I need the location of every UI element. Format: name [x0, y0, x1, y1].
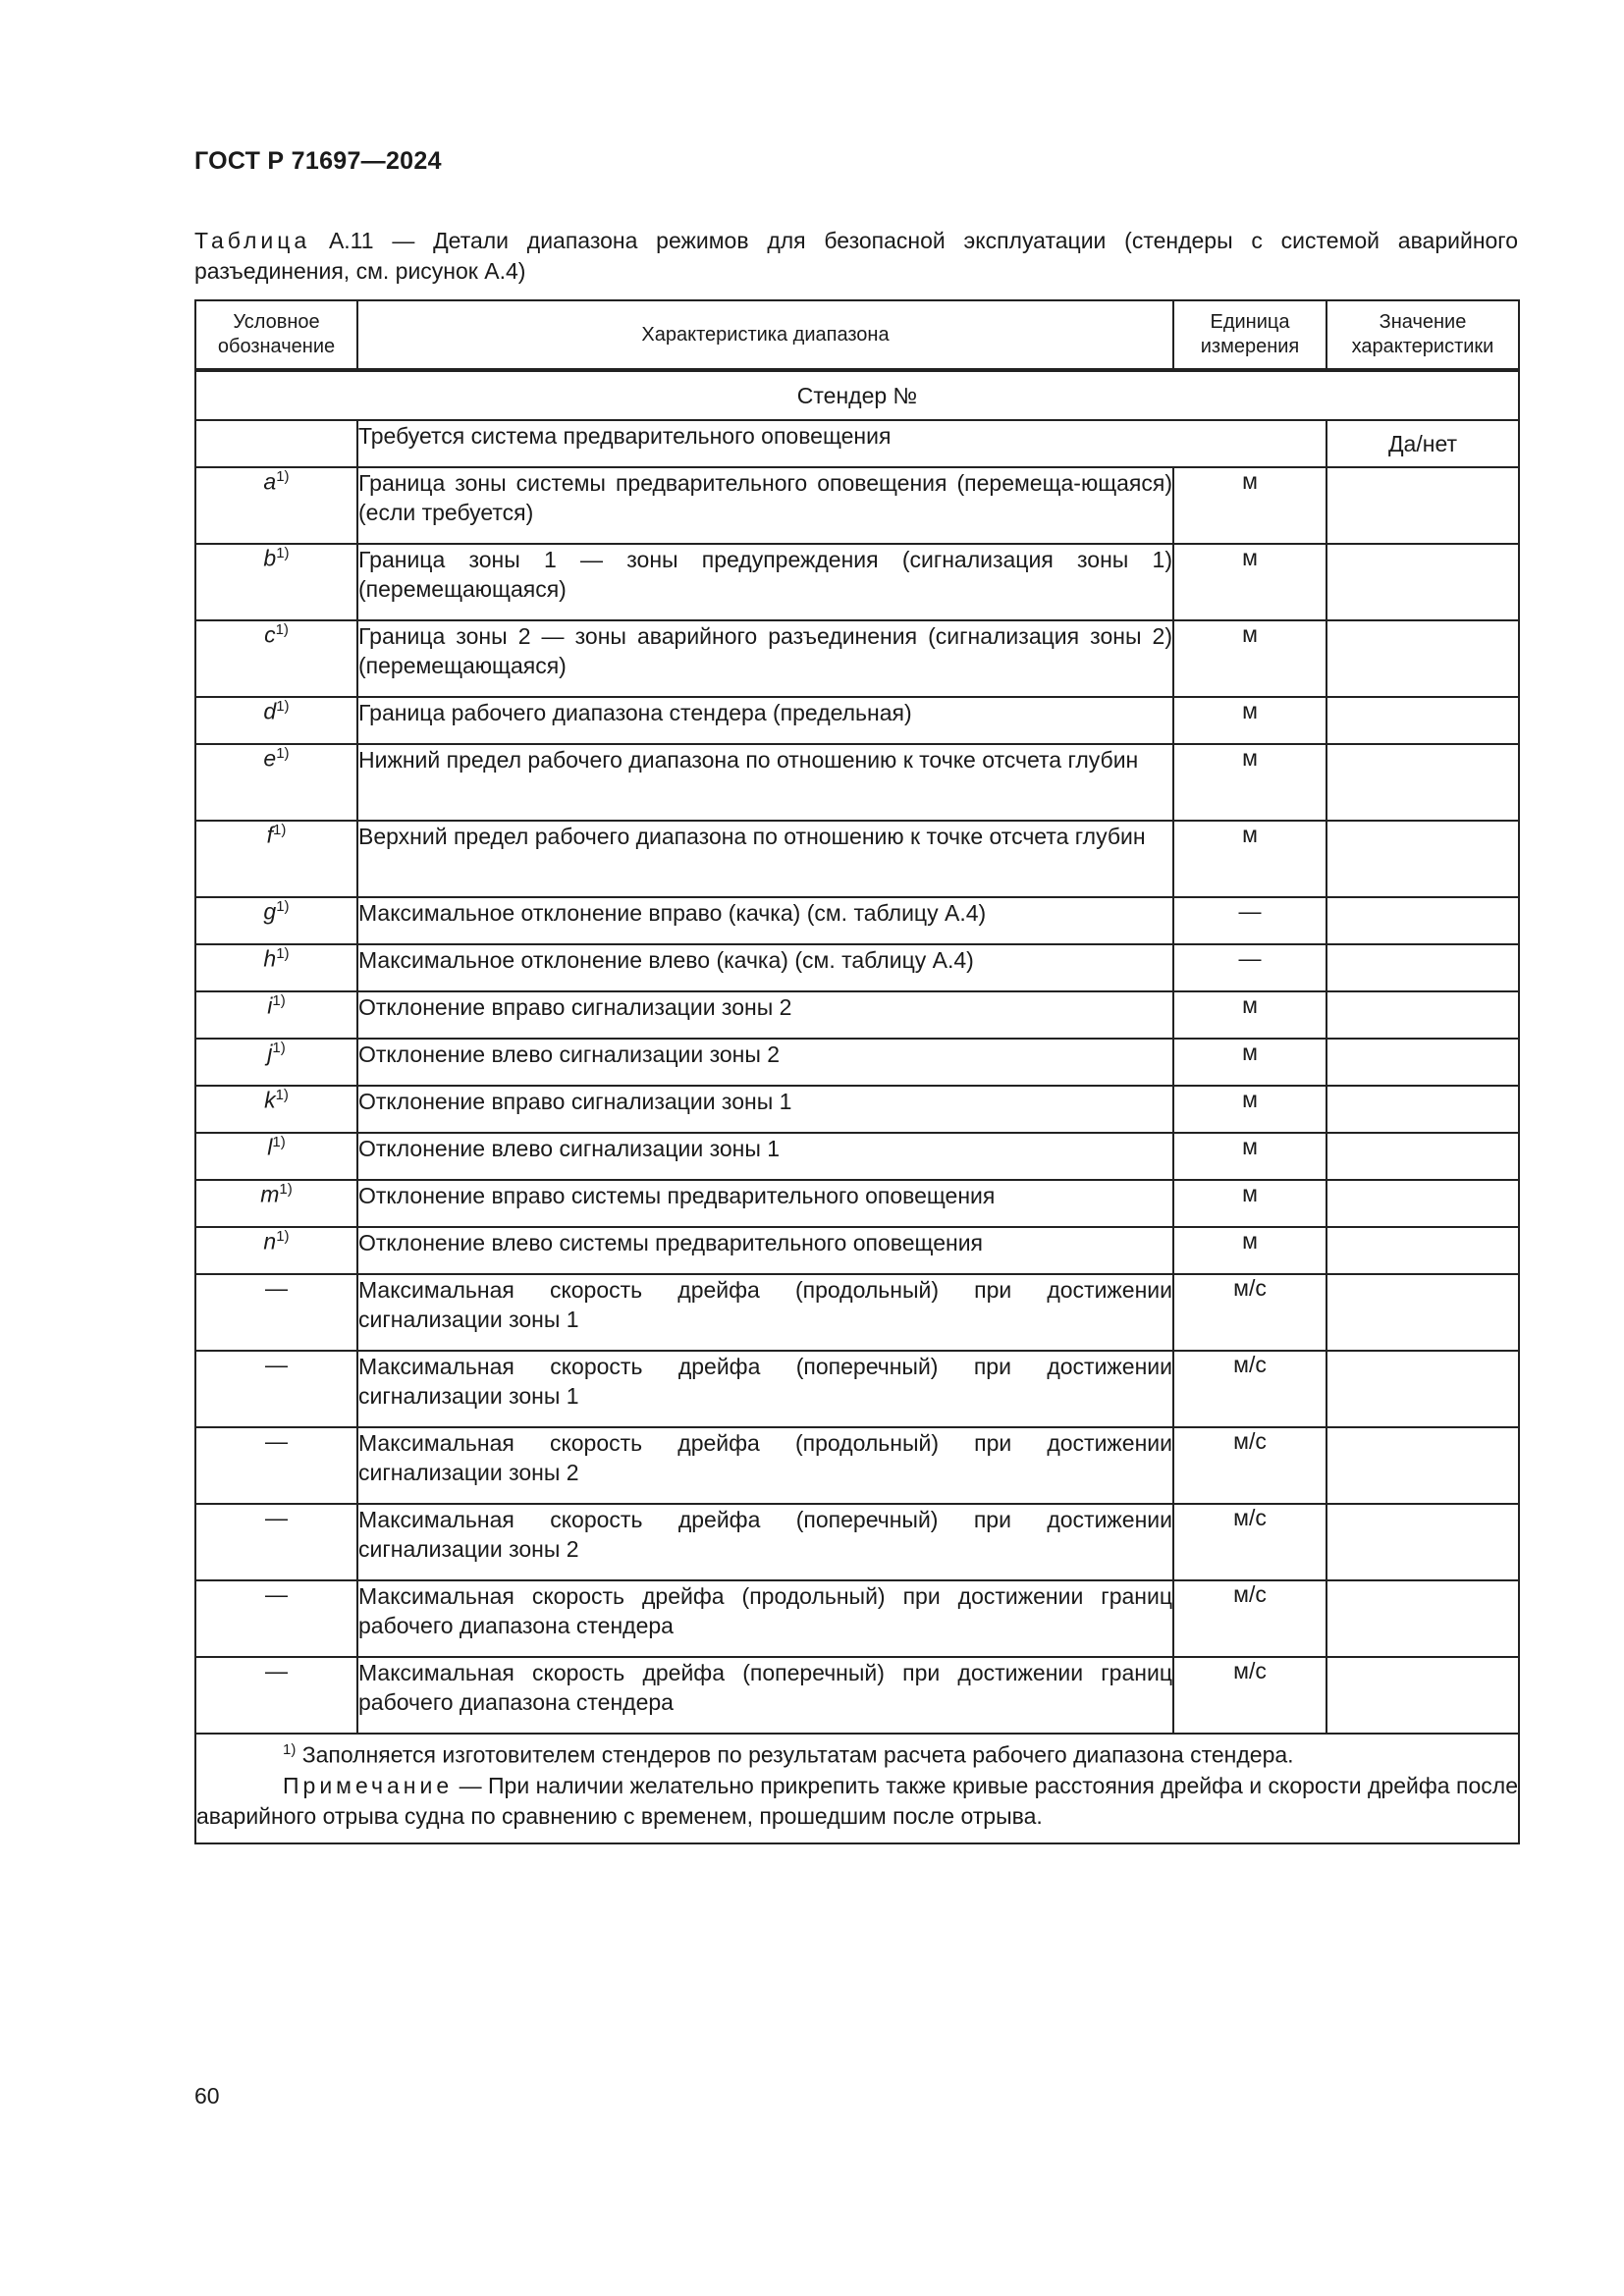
table-row: [195, 1351, 1519, 1427]
row-characteristic: Отклонение вправо системы предварительного оповещения: [357, 1180, 1173, 1227]
symbol-letter: g: [263, 898, 277, 925]
table-row: [195, 1580, 1519, 1657]
row-unit: м: [1173, 467, 1326, 544]
table-row: [195, 1274, 1519, 1351]
table-row: [195, 1039, 1519, 1086]
caption-label: Таблица: [194, 228, 311, 253]
table-row: [195, 697, 1519, 744]
warning-system-symbol: [195, 420, 357, 467]
row-symbol: —: [195, 1427, 357, 1504]
table-row: [195, 1227, 1519, 1274]
section-title: Стендер №: [195, 370, 1519, 420]
row-characteristic: Отклонение вправо сигнализации зоны 1: [357, 1086, 1173, 1133]
table-row: [195, 467, 1519, 544]
table-row: [195, 620, 1519, 697]
row-characteristic: Отклонение влево системы предварительного оповещения: [357, 1227, 1173, 1274]
footnote: [196, 1735, 1518, 1771]
row-unit: м: [1173, 821, 1326, 897]
footnote-ref: 1): [276, 1228, 290, 1245]
symbol-letter: a: [263, 468, 277, 495]
row-value: [1326, 1039, 1519, 1086]
row-characteristic: Максимальная скорость дрейфа (продольный) при достижении сигнализации зоны 2: [357, 1427, 1173, 1504]
row-symbol: [195, 620, 357, 697]
row-unit: м: [1173, 1227, 1326, 1274]
row-value: [1326, 620, 1519, 697]
row-symbol: [195, 467, 357, 544]
row-symbol: —: [195, 1504, 357, 1580]
row-value: [1326, 821, 1519, 897]
row-characteristic: Максимальное отклонение вправо (качка) (см. таблицу А.4): [357, 897, 1173, 944]
row-symbol: [195, 744, 357, 821]
row-value: [1326, 467, 1519, 544]
row-unit: м/с: [1173, 1657, 1326, 1734]
row-characteristic: Максимальная скорость дрейфа (поперечный) при достижении границ рабочего диапазона стендера: [357, 1657, 1173, 1734]
header-characteristic: Характеристика диапазона: [357, 300, 1173, 370]
symbol-letter: c: [264, 621, 276, 648]
footnote-ref: 1): [276, 898, 290, 915]
symbol-letter: m: [260, 1181, 280, 1207]
row-value: [1326, 697, 1519, 744]
row-unit: м/с: [1173, 1580, 1326, 1657]
note-label: Примечание: [283, 1772, 454, 1798]
row-value: [1326, 544, 1519, 620]
row-unit: м/с: [1173, 1504, 1326, 1580]
row-value: [1326, 744, 1519, 821]
footnote-ref: 1): [273, 822, 287, 838]
row-symbol: [195, 1180, 357, 1227]
row-value: [1326, 1180, 1519, 1227]
row-characteristic: Граница рабочего диапазона стендера (предельная): [357, 697, 1173, 744]
note-text: — При наличии желательно прикрепить также кривые расстояния дрейфа и скорости дрейфа после аварийного отрыва судна по сравнению с временем, прошедшим после отрыва.: [196, 1772, 1518, 1829]
row-characteristic: Максимальная скорость дрейфа (продольный) при достижении сигнализации зоны 1: [357, 1274, 1173, 1351]
table-row: [195, 1086, 1519, 1133]
symbol-letter: f: [266, 822, 274, 848]
table-row: [195, 744, 1519, 821]
row-unit: —: [1173, 944, 1326, 991]
symbol-letter: e: [263, 745, 277, 772]
document-code: ГОСТ Р 71697—2024: [194, 147, 442, 175]
symbol-letter: b: [263, 545, 277, 571]
row-characteristic: Нижний предел рабочего диапазона по отношению к точке отсчета глубин: [357, 744, 1173, 821]
row-unit: м: [1173, 1180, 1326, 1227]
row-characteristic: Граница зоны 1 — зоны предупреждения (сигнализация зоны 1) (перемещающаяся): [357, 544, 1173, 620]
footnote-ref: 1): [279, 1181, 293, 1198]
row-symbol: —: [195, 1274, 357, 1351]
row-characteristic: Максимальная скорость дрейфа (поперечный) при достижении сигнализации зоны 1: [357, 1351, 1173, 1427]
row-value: [1326, 991, 1519, 1039]
range-details-table: [194, 299, 1520, 1844]
row-characteristic: Максимальная скорость дрейфа (продольный) при достижении границ рабочего диапазона стендера: [357, 1580, 1173, 1657]
table-row: [195, 544, 1519, 620]
row-characteristic: Верхний предел рабочего диапазона по отношению к точке отсчета глубин: [357, 821, 1173, 897]
table-row: [195, 1427, 1519, 1504]
row-symbol: —: [195, 1580, 357, 1657]
table-footer: [195, 1734, 1519, 1843]
footer-row: [195, 1734, 1519, 1843]
footnote-ref: 1): [272, 1134, 286, 1150]
footnote-ref: 1): [276, 698, 290, 715]
row-characteristic: Максимальная скорость дрейфа (поперечный) при достижении сигнализации зоны 2: [357, 1504, 1173, 1580]
table-row: [195, 1180, 1519, 1227]
row-unit: м/с: [1173, 1274, 1326, 1351]
symbol-letter: l: [267, 1134, 273, 1160]
row-unit: м: [1173, 744, 1326, 821]
row-unit: м/с: [1173, 1351, 1326, 1427]
table-row: [195, 944, 1519, 991]
row-value: [1326, 1504, 1519, 1580]
header-symbol: Условное обозначение: [195, 300, 357, 370]
table-caption: [194, 226, 1518, 287]
footnote-ref: 1): [276, 745, 290, 762]
row-characteristic: Граница зоны 2 — зоны аварийного разъединения (сигнализация зоны 2) (перемещающаяся): [357, 620, 1173, 697]
row-symbol: —: [195, 1351, 357, 1427]
row-value: [1326, 944, 1519, 991]
symbol-letter: j: [267, 1040, 273, 1066]
header-value: Значение характеристики: [1326, 300, 1519, 370]
row-unit: м: [1173, 991, 1326, 1039]
row-symbol: [195, 821, 357, 897]
row-value: [1326, 1427, 1519, 1504]
row-value: [1326, 1227, 1519, 1274]
row-symbol: [195, 1227, 357, 1274]
row-unit: м: [1173, 697, 1326, 744]
row-unit: м: [1173, 544, 1326, 620]
row-value: [1326, 1351, 1519, 1427]
row-value: [1326, 1133, 1519, 1180]
row-unit: —: [1173, 897, 1326, 944]
row-symbol: [195, 544, 357, 620]
symbol-letter: n: [263, 1228, 277, 1255]
table-row: [195, 897, 1519, 944]
section-row: [195, 370, 1519, 420]
row-value: [1326, 897, 1519, 944]
row-value: [1326, 1657, 1519, 1734]
row-symbol: [195, 991, 357, 1039]
row-unit: м: [1173, 1133, 1326, 1180]
symbol-letter: k: [264, 1087, 276, 1113]
table-row: [195, 1504, 1519, 1580]
row-value: [1326, 1580, 1519, 1657]
footnote-marker: 1): [283, 1741, 297, 1758]
table-row: [195, 1133, 1519, 1180]
warning-system-text: Требуется система предварительного оповещения: [357, 420, 1326, 467]
table-row: [195, 1657, 1519, 1734]
footnote-ref: 1): [275, 1087, 289, 1103]
page-number: 60: [194, 2083, 220, 2109]
footnote-ref: 1): [276, 945, 290, 962]
symbol-letter: d: [263, 698, 277, 724]
row-characteristic: Отклонение вправо сигнализации зоны 2: [357, 991, 1173, 1039]
row-unit: м: [1173, 620, 1326, 697]
warning-system-row: [195, 420, 1519, 467]
row-symbol: [195, 1133, 357, 1180]
row-symbol: [195, 697, 357, 744]
row-symbol: [195, 1039, 357, 1086]
table-row: [195, 821, 1519, 897]
caption-text: А.11 — Детали диапазона режимов для безопасной эксплуатации (стендеры с системой аварийного разъединения, см. рисунок А.4): [194, 228, 1518, 284]
row-unit: м: [1173, 1086, 1326, 1133]
table-note: [196, 1771, 1518, 1832]
footnote-ref: 1): [275, 621, 289, 638]
footnote-ref: 1): [276, 545, 290, 561]
symbol-letter: h: [263, 945, 277, 972]
row-characteristic: Отклонение влево сигнализации зоны 1: [357, 1133, 1173, 1180]
footnote-text: Заполняется изготовителем стендеров по результатам расчета рабочего диапазона стендера.: [296, 1741, 1294, 1768]
row-symbol: [195, 1086, 357, 1133]
row-characteristic: Отклонение влево сигнализации зоны 2: [357, 1039, 1173, 1086]
table-row: [195, 991, 1519, 1039]
row-symbol: [195, 897, 357, 944]
footnote-ref: 1): [276, 468, 290, 485]
row-characteristic: Граница зоны системы предварительного оповещения (перемеща-ющаяся) (если требуется): [357, 467, 1173, 544]
footnote-ref: 1): [272, 1040, 286, 1056]
row-value: [1326, 1274, 1519, 1351]
row-unit: м: [1173, 1039, 1326, 1086]
header-unit: Единица измерения: [1173, 300, 1326, 370]
table-header-row: [195, 300, 1519, 370]
row-symbol: —: [195, 1657, 357, 1734]
row-symbol: [195, 944, 357, 991]
footnote-ref: 1): [272, 992, 286, 1009]
row-unit: м/с: [1173, 1427, 1326, 1504]
warning-system-value: Да/нет: [1326, 420, 1519, 467]
row-value: [1326, 1086, 1519, 1133]
row-characteristic: Максимальное отклонение влево (качка) (см. таблицу А.4): [357, 944, 1173, 991]
symbol-letter: i: [267, 992, 273, 1019]
